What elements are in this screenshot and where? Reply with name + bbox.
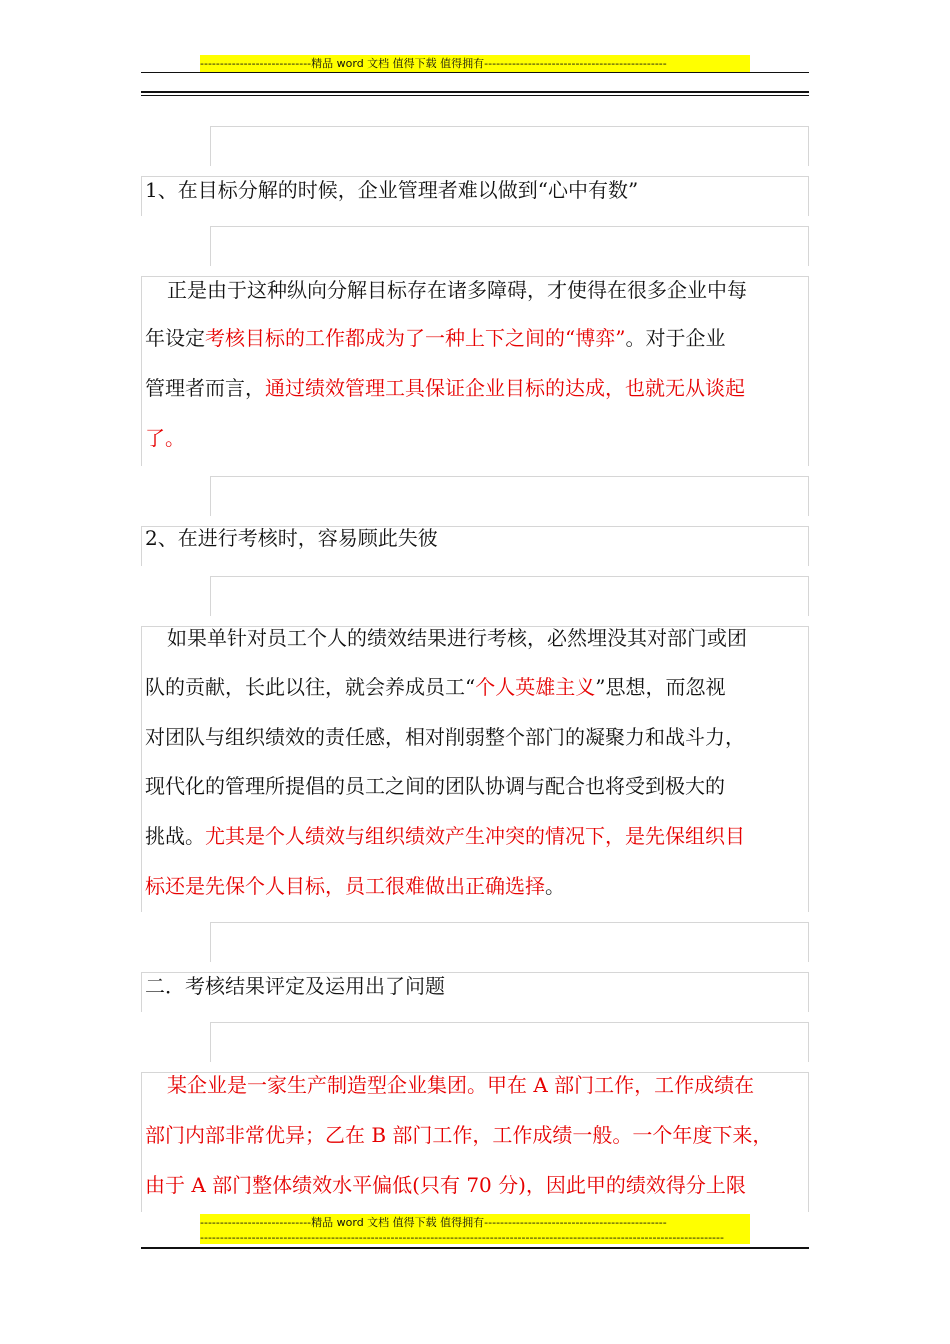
frame-cell <box>210 576 809 616</box>
footer-banner-line-2: ------------------------------------------------------------------------------------------------------------------------------------ <box>200 1232 750 1244</box>
paragraph-2-line-4: 现代化的管理所提倡的员工之间的团队协调与配合也将受到极大的 <box>145 774 725 798</box>
paragraph-2-line-6: 标还是先保个人目标，员工很难做出正确选择。 <box>145 874 565 898</box>
header-banner: ----------------------------精品 word 文档 值得下载 值得拥有---------------------------------------------- <box>200 55 750 73</box>
paragraph-3-line-3: 由于 A 部门整体绩效水平偏低(只有 70 分)，因此甲的绩效得分上限 <box>145 1173 746 1197</box>
paragraph-2-line-1: 如果单针对员工个人的绩效结果进行考核，必然埋没其对部门或团 <box>167 626 747 650</box>
frame-cell <box>210 922 809 962</box>
section-heading-3: 二．考核结果评定及运用出了问题 <box>145 974 445 998</box>
paragraph-2-line-2: 队的贡献，长此以往，就会养成员工“个人英雄主义”思想，而忽视 <box>145 675 726 699</box>
section-heading-1: 1、在目标分解的时候，企业管理者难以做到“心中有数” <box>145 178 639 202</box>
frame-cell <box>141 626 809 912</box>
paragraph-1-line-4: 了。 <box>145 426 185 450</box>
header-rule-double-top <box>141 91 809 93</box>
footer-banner-line-1: ----------------------------精品 word 文档 值得下载 值得拥有---------------------------------------------- <box>200 1214 750 1232</box>
header-rule-double-bottom <box>141 95 809 96</box>
paragraph-2-line-3: 对团队与组织绩效的责任感，相对削弱整个部门的凝聚力和战斗力， <box>145 725 745 749</box>
footer-rule <box>141 1247 809 1249</box>
frame-cell <box>210 1022 809 1062</box>
header-rule-thin <box>141 72 809 73</box>
paragraph-3-line-1: 某企业是一家生产制造型企业集团。甲在 A 部门工作，工作成绩在 <box>167 1073 755 1097</box>
frame-cell <box>210 476 809 516</box>
frame-cell <box>210 226 809 266</box>
paragraph-2-line-5: 挑战。尤其是个人绩效与组织绩效产生冲突的情况下，是先保组织目 <box>145 824 745 848</box>
frame-cell <box>141 276 809 466</box>
paragraph-1-line-2: 年设定考核目标的工作都成为了一种上下之间的“博弈”。对于企业 <box>145 326 726 350</box>
paragraph-3-line-2: 部门内部非常优异；乙在 B 部门工作，工作成绩一般。一个年度下来， <box>145 1123 773 1147</box>
section-heading-2: 2、在进行考核时，容易顾此失彼 <box>145 526 438 550</box>
paragraph-1-line-3: 管理者而言，通过绩效管理工具保证企业目标的达成，也就无从谈起 <box>145 376 745 400</box>
paragraph-1-line-1: 正是由于这种纵向分解目标存在诸多障碍，才使得在很多企业中每 <box>167 278 747 302</box>
frame-cell <box>210 126 809 166</box>
